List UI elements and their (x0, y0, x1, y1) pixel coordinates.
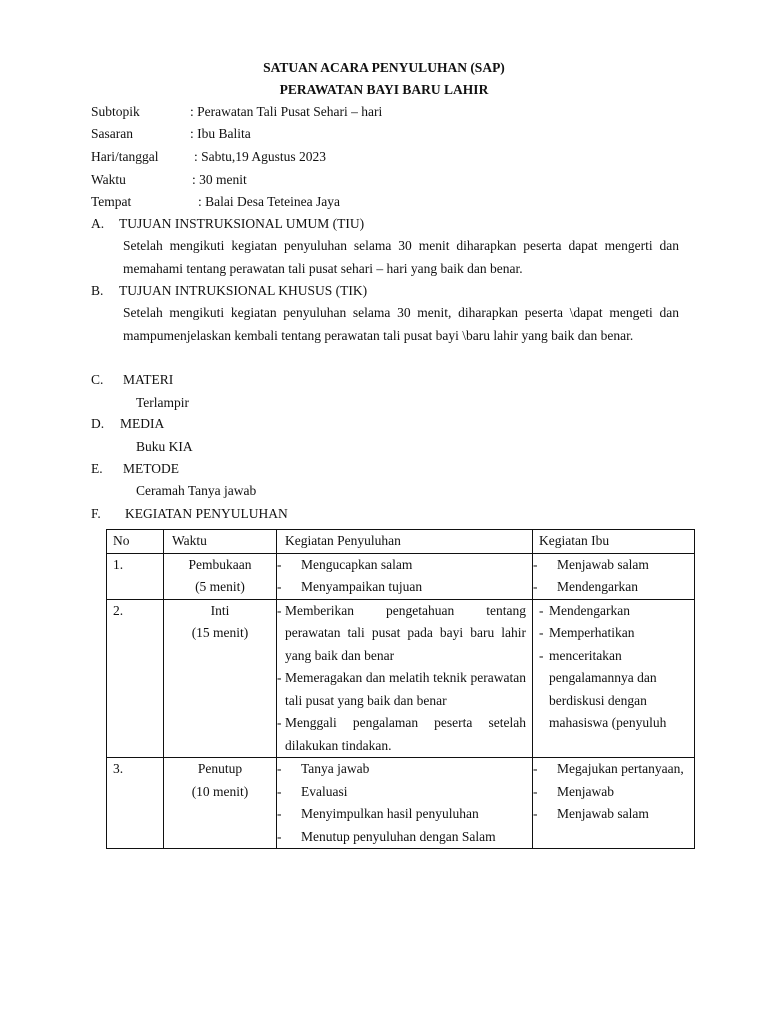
section-letter: F. (91, 506, 101, 521)
info-label: Waktu (91, 172, 126, 187)
list-item: - Memeragakan dan melatih teknik perawatan tali pusat yang baik dan benar (277, 670, 526, 708)
section-title: MATERI (123, 372, 174, 387)
waktu-duration: (5 menit) (195, 579, 245, 594)
document-subtitle: PERAWATAN BAYI BARU LAHIR (279, 82, 489, 97)
header-waktu: Waktu (164, 530, 277, 554)
section-e-text: Ceramah Tanya jawab (136, 483, 257, 498)
section-letter: B. (91, 283, 104, 298)
waktu-duration: (15 menit) (191, 625, 249, 640)
list-item: - Mendengarkan (533, 579, 638, 594)
info-label: Subtopik (91, 104, 140, 119)
list-item: - Mengucapkan salam (277, 556, 413, 572)
row-ibu (533, 758, 695, 849)
row-no: 1. (107, 553, 164, 599)
row-waktu (164, 553, 277, 599)
row-penyuluhan (277, 758, 533, 849)
table-header-row (107, 530, 695, 554)
list-item: - Menjawab salam (533, 556, 649, 572)
list-item: - Tanya jawab (277, 761, 370, 776)
section-title: MEDIA (120, 416, 165, 431)
section-a-text: Setelah mengikuti kegiatan penyuluhan selama 30 menit diharapkan peserta dapat mengerti dan memahami tentang perawatan tali pusat sehari – hari yang baik dan benar. (123, 238, 679, 276)
section-title: METODE (123, 461, 179, 476)
waktu-phase: Inti (210, 602, 230, 618)
table-row (107, 599, 695, 758)
section-letter: E. (91, 461, 103, 476)
header-kegiatan-penyuluhan: Kegiatan Penyuluhan (277, 530, 533, 554)
section-c-text: Terlampir (136, 395, 190, 410)
row-waktu (164, 758, 277, 849)
list-item: - Menutup penyuluhan dengan Salam (277, 828, 496, 844)
table-row (107, 553, 695, 599)
row-ibu (533, 553, 695, 599)
row-penyuluhan (277, 599, 533, 758)
row-waktu (164, 599, 277, 758)
row-ibu (533, 599, 695, 758)
list-item: - Menjawab (533, 783, 614, 799)
section-title: TUJUAN INSTRUKSIONAL UMUM (TIU) (119, 216, 365, 231)
info-value: : 30 menit (192, 172, 247, 187)
list-item: - Menjawab salam (533, 806, 649, 821)
section-title: TUJUAN INTRUKSIONAL KHUSUS (TIK) (119, 283, 368, 298)
row-penyuluhan (277, 553, 533, 599)
table-row (107, 758, 695, 849)
list-item: - Memberikan pengetahuan tentang perawatan tali pusat pada bayi baru lahir yang baik dan benar (277, 602, 526, 663)
row-no: 2. (107, 599, 164, 758)
section-letter: D. (91, 416, 105, 431)
header-kegiatan-ibu: Kegiatan Ibu (533, 530, 695, 554)
info-value: : Balai Desa Teteinea Jaya (198, 194, 340, 209)
activity-table (106, 529, 695, 849)
list-item: - Evaluasi (277, 783, 348, 799)
waktu-phase: Penutup (197, 761, 243, 776)
list-item: - Menggali pengalaman peserta setelah dilakukan tindakan. (277, 715, 526, 753)
document-title: SATUAN ACARA PENYULUHAN (SAP) (263, 60, 505, 75)
list-item: - Menyimpulkan hasil penyuluhan (277, 806, 479, 821)
list-item: - Mendengarkan (539, 602, 630, 618)
row-no: 3. (107, 758, 164, 849)
section-title: KEGIATAN PENYULUHAN (125, 506, 288, 521)
section-b-text: Setelah mengikuti kegiatan penyuluhan selama 30 menit, diharapkan peserta \dapat mengeti dan mampumenjelaskan kembali tentang perawatan tali pusat bayi \baru lahir yang baik dan benar. (123, 305, 679, 343)
section-d-text: Buku KIA (136, 439, 193, 454)
waktu-phase: Pembukaan (188, 556, 252, 572)
info-label: Sasaran (91, 126, 133, 141)
list-item: - Menyampaikan tujuan (277, 579, 423, 594)
section-letter: A. (91, 216, 105, 231)
list-item: - Megajukan pertanyaan, (533, 761, 684, 776)
list-item: - menceritakan pengalamannya dan berdiskusi dengan mahasiswa (penyuluh (539, 647, 667, 730)
info-label: Tempat (91, 194, 132, 209)
info-value: : Sabtu,19 Agustus 2023 (194, 149, 327, 164)
info-value: : Ibu Balita (190, 126, 251, 141)
waktu-duration: (10 menit) (191, 783, 249, 799)
list-item: - Memperhatikan (539, 625, 635, 640)
header-no: No (107, 530, 164, 554)
info-label: Hari/tanggal (91, 149, 159, 164)
section-letter: C. (91, 372, 104, 387)
info-value: : Perawatan Tali Pusat Sehari – hari (190, 104, 383, 119)
